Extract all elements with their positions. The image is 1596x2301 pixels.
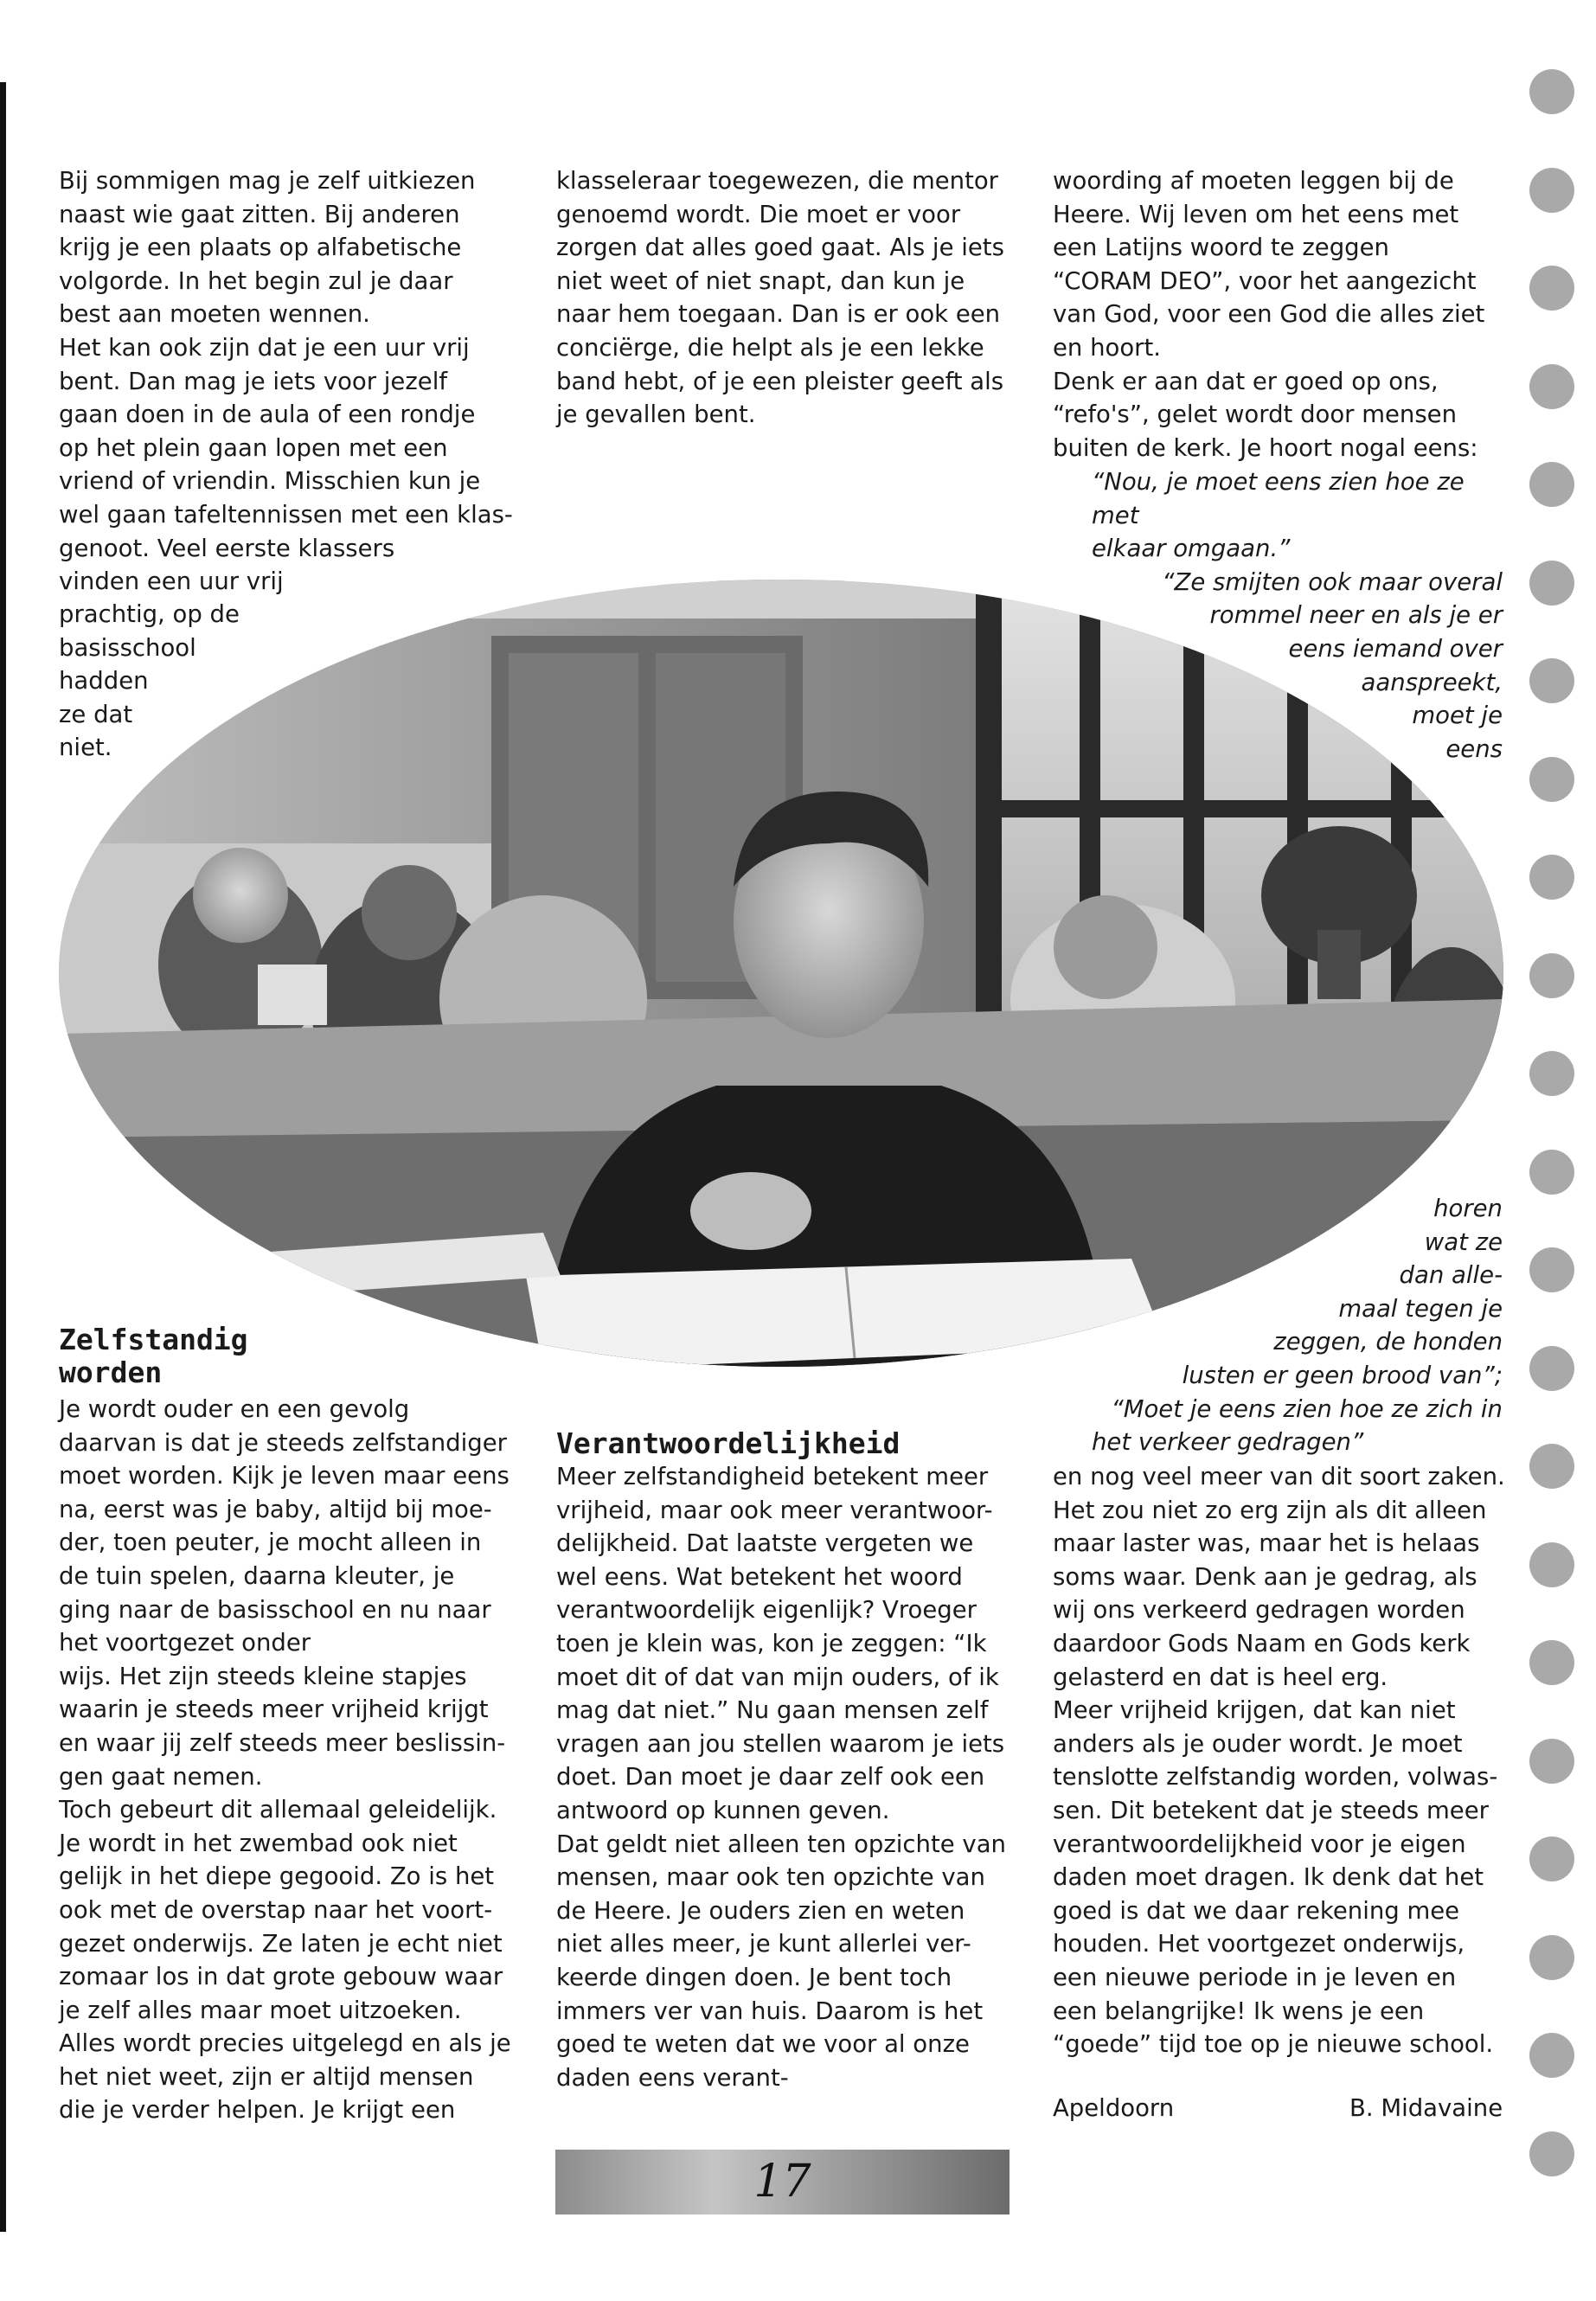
text-line: verantwoordelijk eigenlijk? Vroeger <box>556 1596 977 1625</box>
binding-hole <box>1529 1836 1574 1881</box>
text-line: Dat geldt niet alleen ten opzichte van <box>556 1830 1006 1858</box>
text-line: wij ons verkeerd gedragen worden <box>1053 1596 1465 1625</box>
text-line: een nieuwe periode in je leven en <box>1053 1963 1457 1991</box>
text-line: ging naar de basisschool en nu naar <box>59 1595 491 1624</box>
quote-line: dan alle- <box>1399 1261 1503 1290</box>
text-line: keerde dingen doen. Je bent toch <box>556 1963 952 1991</box>
text-line: klasseleraar toegewezen, die mentor <box>556 167 998 195</box>
text-line: Je wordt ouder en een gevolg <box>59 1395 410 1423</box>
text-line: verantwoordelijkheid voor je eigen <box>1053 1830 1466 1858</box>
text-line: sen. Dit betekent dat je steeds meer <box>1053 1796 1489 1824</box>
quote-line: het verkeer gedragen” <box>1092 1428 1364 1457</box>
text-line: je gevallen bent. <box>556 401 756 429</box>
text-line: houden. Het voortgezet onderwijs, <box>1053 1930 1465 1958</box>
left-column-top <box>59 164 517 565</box>
text-line: gelasterd en dat is heel erg. <box>1053 1663 1388 1691</box>
text-line: de Heere. Je ouders zien en weten <box>556 1896 965 1925</box>
text-line: moet dit of dat van mijn ouders, of ik <box>556 1663 999 1691</box>
quote-line: aanspreekt, <box>1361 668 1503 696</box>
binding-hole <box>1529 1150 1574 1195</box>
text-line: Het kan ook zijn dat je een uur vrij <box>59 333 470 362</box>
binding-hole <box>1529 561 1574 606</box>
signature-place: Apeldoorn <box>1053 2094 1175 2122</box>
quote-line: wat ze <box>1424 1227 1503 1256</box>
text-line: naast wie gaat zitten. Bij anderen <box>59 200 460 228</box>
binding-hole <box>1529 1935 1574 1980</box>
text-line: Bij sommigen mag je zelf uitkiezen <box>59 167 476 195</box>
text-line: daardoor Gods Naam en Gods kerk <box>1053 1629 1471 1657</box>
text-line: der, toen peuter, je mocht alleen in <box>59 1529 482 1557</box>
text-line: “refo's”, gelet wordt door mensen <box>1053 401 1458 429</box>
text-line: na, eerst was je baby, altijd bij moe- <box>59 1495 492 1523</box>
text-line: en nog veel meer van dit soort zaken. <box>1053 1463 1505 1490</box>
quote-line: “Nou, je moet eens zien hoe ze met <box>1092 468 1465 529</box>
heading-verantwoordelijkheid <box>556 1427 1010 1460</box>
binding-hole <box>1529 364 1574 409</box>
page-number: 17 <box>753 2156 811 2208</box>
left-tail-6: niet. <box>59 734 112 761</box>
heading-line: worden <box>59 1356 163 1389</box>
left-tail-1: vinden een uur vrij <box>59 567 284 595</box>
right-quote-block-2 <box>1053 1192 1503 1459</box>
text-line: woording af moeten leggen bij de <box>1053 167 1454 195</box>
text-line: anders als je ouder wordt. Je moet <box>1053 1729 1463 1758</box>
text-line: soms waar. Denk aan je gedrag, als <box>1053 1562 1477 1591</box>
binding-hole <box>1529 462 1574 507</box>
text-line: moet worden. Kijk je leven maar eens <box>59 1462 510 1490</box>
text-line: immers ver van huis. Daarom is het <box>556 1997 984 2025</box>
text-line: genoot. Veel eerste klassers <box>59 534 395 562</box>
text-line: Toch gebeurt dit allemaal geleidelijk. <box>59 1796 497 1824</box>
quote-line: eens <box>1445 734 1503 763</box>
signature-author: B. Midavaine <box>1349 2094 1503 2122</box>
text-line: mensen, maar ook ten opzichte van <box>556 1863 985 1892</box>
text-line: krijg je een plaats op alfabetische <box>59 234 462 262</box>
quote-line: lusten er geen brood van”; <box>1182 1361 1503 1389</box>
text-line: Het zou niet zo erg zijn als dit alleen <box>1053 1496 1487 1524</box>
text-line: niet alles meer, je kunt allerlei ver- <box>556 1930 971 1958</box>
text-line: ook met de overstap naar het voort- <box>59 1895 493 1924</box>
binding-hole <box>1529 266 1574 311</box>
quote-line: moet je <box>1412 702 1503 730</box>
text-line: best aan moeten wennen. <box>59 300 370 329</box>
text-line: vragen aan jou stellen waarom je iets <box>556 1729 1005 1758</box>
binding-hole <box>1529 757 1574 802</box>
text-line: je zelf alles maar moet uitzoeken. <box>59 1996 462 2024</box>
text-line: het voortgezet onder <box>59 1629 311 1657</box>
quote-line: “Ze smijten ook maar overal <box>1162 567 1503 596</box>
text-line: zomaar los in dat grote gebouw waar <box>59 1963 503 1991</box>
text-line: daden moet dragen. Ik denk dat het <box>1053 1863 1484 1892</box>
left-column-bottom <box>59 1393 522 2127</box>
text-line: tenslotte zelfstandig worden, volwas- <box>1053 1763 1498 1791</box>
quote-line: zeggen, de honden <box>1273 1328 1503 1356</box>
heading-line: Verantwoordelijkheid <box>556 1426 901 1460</box>
heading-line: Zelfstandig <box>59 1323 248 1356</box>
text-line: zorgen dat alles goed gaat. Als je iets <box>556 234 1004 262</box>
text-line: toen je klein was, kon je zeggen: “Ik <box>556 1629 987 1657</box>
binding-hole <box>1529 2131 1574 2176</box>
text-line: antwoord op kunnen geven. <box>556 1796 890 1824</box>
text-line: naar hem toegaan. Dan is er ook een <box>556 300 1001 329</box>
text-line: wel gaan tafeltennissen met een klas- <box>59 500 513 529</box>
left-tail-5: ze dat <box>59 701 133 728</box>
text-line: Je wordt in het zwembad ook niet <box>59 1829 458 1857</box>
text-line: op het plein gaan lopen met een <box>59 433 448 462</box>
text-line: gen gaat nemen. <box>59 1762 263 1791</box>
binding-hole <box>1529 1444 1574 1489</box>
text-line: wel eens. Wat betekent het woord <box>556 1562 963 1591</box>
text-line: Denk er aan dat er goed op ons, <box>1053 367 1439 395</box>
text-line: de tuin spelen, daarna kleuter, je <box>59 1561 455 1590</box>
text-line: genoemd wordt. Die moet er voor <box>556 200 961 228</box>
binding-hole <box>1529 953 1574 998</box>
quote-line: elkaar omgaan.” <box>1092 535 1291 563</box>
text-line: maar laster was, maar het is helaas <box>1053 1529 1480 1558</box>
text-line: goed is dat we daar rekening mee <box>1053 1896 1460 1925</box>
text-line: goed te weten dat we voor al onze <box>556 2030 970 2059</box>
binding-hole <box>1529 1051 1574 1096</box>
text-line: band hebt, of je een pleister geeft als <box>556 367 1004 395</box>
text-line: een Latijns woord te zeggen <box>1053 234 1389 262</box>
page-edge <box>0 82 6 2232</box>
binding-hole <box>1529 658 1574 703</box>
binding-holes <box>1529 69 1581 2232</box>
quote-line: maal tegen je <box>1338 1294 1503 1323</box>
text-line: daden eens verant- <box>556 2063 789 2092</box>
text-line: “goede” tijd toe op je nieuwe school. <box>1053 2030 1494 2059</box>
text-line: niet weet of niet snapt, dan kun je <box>556 266 965 295</box>
text-line: en waar jij zelf steeds meer beslissin- <box>59 1728 506 1757</box>
binding-hole <box>1529 69 1574 114</box>
quote-line: eens iemand over <box>1288 634 1503 663</box>
right-quote-block <box>1053 465 1503 766</box>
left-tail-4: hadden <box>59 667 149 695</box>
binding-hole <box>1529 1346 1574 1391</box>
text-line: doet. Dan moet je daar zelf ook een <box>556 1763 985 1791</box>
page-number-box <box>555 2150 1010 2214</box>
text-line: waarin je steeds meer vrijheid krijgt <box>59 1695 489 1724</box>
text-line: van God, voor een God die alles ziet <box>1053 300 1485 329</box>
heading-zelfstandig-worden <box>59 1324 405 1389</box>
text-line: gezet onderwijs. Ze laten je echt niet <box>59 1929 503 1958</box>
text-line: gelijk in het diepe gegooid. Zo is het <box>59 1862 495 1891</box>
text-line: en hoort. <box>1053 333 1161 362</box>
quote-line: horen <box>1433 1195 1503 1222</box>
quote-line: rommel neer en als je er <box>1209 601 1503 630</box>
right-column-bottom <box>1053 1460 1516 2061</box>
text-line: vrijheid, maar ook meer verantwoor- <box>556 1496 993 1524</box>
left-tail-3: basisschool <box>59 634 196 662</box>
binding-hole <box>1529 2033 1574 2078</box>
text-line: “CORAM DEO”, voor het aangezicht <box>1053 266 1477 295</box>
text-line: Alles wordt precies uitgelegd en als je <box>59 2029 511 2058</box>
text-line: Meer vrijheid krijgen, dat kan niet <box>1053 1696 1456 1725</box>
text-line: conciërge, die helpt als je een lekke <box>556 333 984 362</box>
text-line: wijs. Het zijn steeds kleine stapjes <box>59 1662 467 1690</box>
binding-hole <box>1529 1640 1574 1685</box>
middle-column-bottom <box>556 1460 1010 2094</box>
text-line: gaan doen in de aula of een rondje <box>59 401 476 429</box>
binding-hole <box>1529 1542 1574 1587</box>
text-line: vriend of vriendin. Misschien kun je <box>59 467 481 496</box>
text-line: bent. Dan mag je iets voor jezelf <box>59 367 448 395</box>
middle-column-top <box>556 164 1010 432</box>
text-line: buiten de kerk. Je hoort nogal eens: <box>1053 433 1478 462</box>
text-line: volgorde. In het begin zul je daar <box>59 266 453 295</box>
text-line: mag dat niet.” Nu gaan mensen zelf <box>556 1696 989 1725</box>
text-line: het niet weet, zijn er altijd mensen <box>59 2062 474 2091</box>
text-line: delijkheid. Dat laatste vergeten we <box>556 1529 974 1558</box>
quote-line: “Moet je eens zien hoe ze zich in <box>1111 1394 1503 1423</box>
binding-hole <box>1529 855 1574 900</box>
text-line: Heere. Wij leven om het eens met <box>1053 200 1459 228</box>
binding-hole <box>1529 168 1574 213</box>
left-tail-2: prachtig, op de <box>59 600 240 628</box>
text-line: die je verder helpen. Je krijgt een <box>59 2096 456 2125</box>
right-column-top <box>1053 164 1516 465</box>
binding-hole <box>1529 1247 1574 1292</box>
text-line: daarvan is dat je steeds zelfstandiger <box>59 1428 507 1457</box>
text-line: Meer zelfstandigheid betekent meer <box>556 1463 989 1490</box>
binding-hole <box>1529 1739 1574 1784</box>
text-line: een belangrijke! Ik wens je een <box>1053 1997 1425 2025</box>
